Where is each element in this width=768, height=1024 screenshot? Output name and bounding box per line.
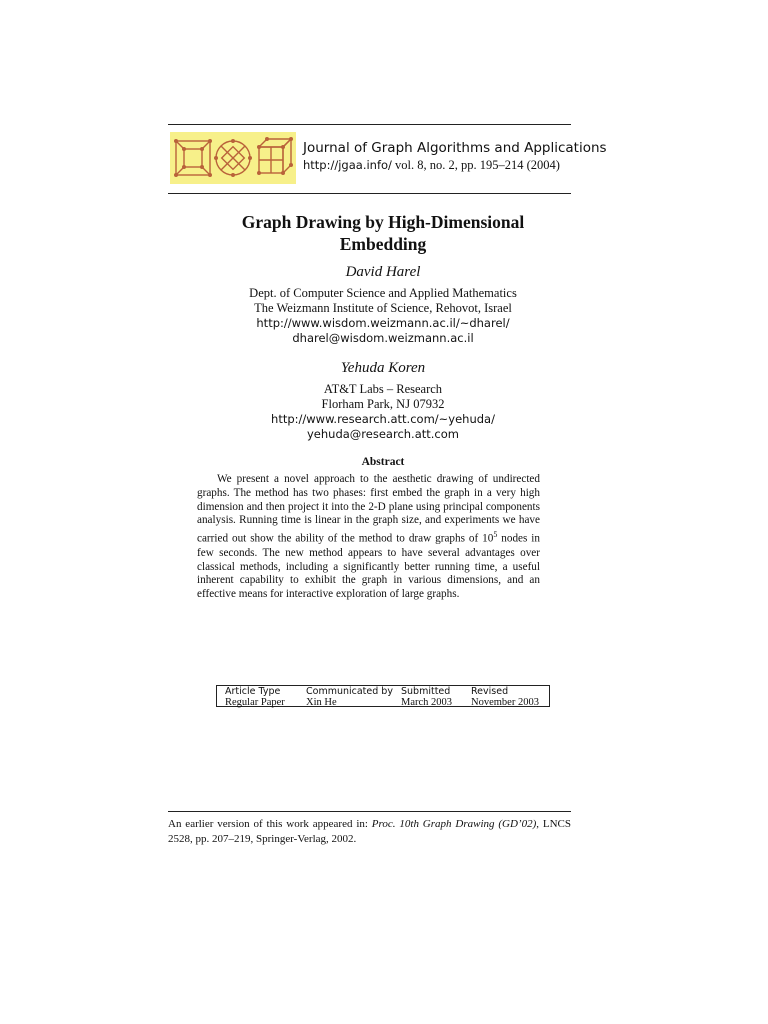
author-block-2	[168, 360, 598, 442]
footnote-venue: Proc. 10th Graph Drawing (GD’02)	[371, 818, 537, 830]
meta-header: Revised	[471, 686, 509, 697]
header-rule-top	[168, 124, 571, 125]
abstract-exponent: 5	[493, 530, 498, 540]
author-email-link[interactable]: yehuda@research.att.com	[307, 427, 459, 441]
meta-value: November 2003	[471, 697, 539, 708]
meta-header: Submitted	[401, 686, 451, 697]
submitted-column	[401, 686, 452, 708]
journal-logo	[170, 132, 296, 184]
author-affiliation: The Weizmann Institute of Science, Rehovot, Israel	[254, 301, 512, 315]
paper-title	[168, 211, 598, 255]
article-meta-table	[216, 685, 550, 707]
meta-value: Xin He	[306, 697, 337, 708]
abstract-text: nodes in few seconds. The new method appears to have several advantages over classical methods, including a significantly better running time, a useful inherent capability to exhibit the graph in various dimensions, and an effective means for interactive exploration of large graphs.	[197, 532, 540, 601]
footnote-rule	[168, 811, 571, 812]
journal-name: Journal of Graph Algorithms and Applications	[303, 140, 607, 156]
abstract-text: We present a novel approach to the aesthetic drawing of undirected graphs. The method has two phases: first embed the graph in a very high dimension and then project it into the 2-D plane using principal components analysis. Running time is linear in the graph size, and experiments we have carried out show the ability of the method to draw graphs of 10	[197, 473, 540, 545]
author-email-link[interactable]: dharel@wisdom.weizmann.ac.il	[292, 331, 474, 345]
header-rule-bottom	[168, 193, 571, 194]
author-url-link[interactable]: http://www.research.att.com/~yehuda/	[271, 412, 495, 426]
author-name: Yehuda Koren	[340, 360, 426, 376]
journal-url-link[interactable]: http://jgaa.info/	[303, 158, 392, 172]
author-affiliation: AT&T Labs – Research	[323, 382, 443, 396]
journal-citation	[303, 158, 560, 173]
revised-column	[471, 686, 539, 708]
abstract-heading: Abstract	[361, 456, 405, 468]
footnote-suffix: , LNCS 2528, pp. 207–219, Springer-Verlag, 2002.	[168, 818, 571, 845]
author-block-1	[168, 264, 598, 346]
meta-value: March 2003	[401, 697, 453, 708]
author-affiliation: Florham Park, NJ 07932	[321, 397, 445, 411]
paper-title-line2: Embedding	[339, 234, 427, 254]
author-name: David Harel	[345, 264, 421, 280]
abstract-body	[197, 473, 540, 602]
footnote	[168, 817, 571, 847]
graph-glyphs-icon	[170, 132, 296, 184]
author-url-link[interactable]: http://www.wisdom.weizmann.ac.il/~dharel/	[256, 316, 510, 330]
journal-volume: vol. 8, no. 2, pp. 195–214 (2004)	[395, 158, 560, 172]
communicated-by-column	[306, 686, 393, 708]
meta-header: Communicated by	[306, 686, 393, 697]
article-type-column	[225, 686, 285, 708]
meta-value: Regular Paper	[225, 697, 285, 708]
meta-header: Article Type	[225, 686, 281, 697]
author-affiliation: Dept. of Computer Science and Applied Mathematics	[249, 286, 517, 300]
footnote-prefix: An earlier version of this work appeared in:	[168, 818, 372, 830]
paper-title-line1: Graph Drawing by High-Dimensional	[241, 212, 525, 232]
